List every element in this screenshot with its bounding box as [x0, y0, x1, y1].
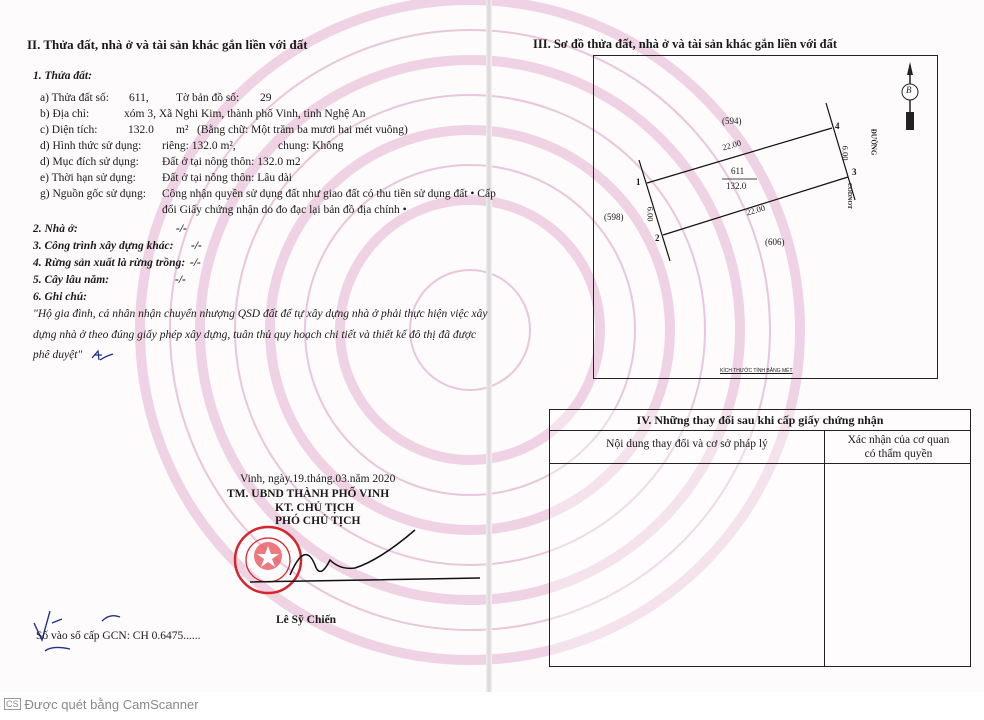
land-heading: 1. Thửa đất: — [33, 70, 92, 82]
origin-value-line1: Công nhận quyền sử dụng đất như giao đất có thu tiền sử dụng đất • Cấp — [162, 188, 496, 200]
planted-forest-value: -/- — [190, 257, 201, 269]
area-label: c) Diện tích: — [40, 124, 98, 136]
camscanner-text: Được quét bằng CamScanner — [24, 697, 199, 712]
area-value: 132.0 — [128, 124, 154, 136]
point-3: 3 — [852, 167, 857, 177]
area-in-words: (Bằng chữ: Một trăm ba mươi hai mét vuông) — [197, 124, 408, 136]
road-name: CODNOT — [846, 182, 853, 210]
edge-left-length: 6.00 — [645, 206, 656, 222]
usage-purpose-value: Đất ở tại nông thôn: 132.0 m2 — [162, 156, 301, 168]
signer-name: Lê Sỹ Chiến — [276, 614, 337, 626]
section-ii-title: II. Thửa đất, nhà ở và tài sản khác gắn liền với đất — [27, 37, 308, 52]
perennial-trees-value: -/- — [175, 274, 186, 286]
vice-chairman: PHÓ CHỦ TỊCH — [275, 515, 361, 527]
usage-form-shared: chung: Không — [278, 140, 344, 152]
camscanner-watermark — [4, 697, 199, 712]
usage-term-value: Đất ở tại nông thôn: Lâu dài — [162, 172, 292, 184]
parcel-number-value: 611, — [129, 92, 149, 104]
registration-number: Số vào sổ cấp GCN: CH 0.6475...... — [36, 630, 201, 642]
other-construction-value: -/- — [191, 240, 202, 252]
road-label: ĐƯỜNG — [869, 128, 878, 156]
parcel-number-label: a) Thửa đất số: — [40, 92, 109, 104]
area-unit: m² — [176, 124, 189, 136]
edge-bottom-length: 22.00 — [744, 202, 767, 218]
changes-table — [549, 409, 971, 667]
scale-note: KÍCH THƯỚC TÍNH BẰNG MÉT — [720, 368, 793, 374]
parcel-number: 611 — [731, 166, 745, 176]
col-authority-line1: Xác nhận của cơ quan — [847, 434, 950, 446]
usage-purpose-label: d) Mục đích sử dụng: — [40, 156, 139, 168]
other-construction-label: 3. Công trình xây dựng khác: — [33, 240, 174, 252]
note-line3: phê duyệt" — [33, 349, 83, 361]
note-heading: 6. Ghi chú: — [33, 291, 87, 303]
point-2: 2 — [655, 233, 660, 243]
note-line1: "Hộ gia đình, cá nhân nhận chuyển nhượng QSD đất để tự xây dựng nhà ở phải thực hiện việc xây — [33, 308, 488, 320]
map-sheet-label: Tờ bản đồ số: — [176, 92, 240, 104]
planted-forest-label: 4. Rừng sản xuất là rừng trồng: — [33, 257, 186, 269]
edge-top-length: 22.00 — [720, 137, 743, 153]
section-iii-title: III. Sơ đồ thửa đất, nhà ở và tài sản khác gắn liền với đất — [533, 37, 838, 51]
neighbor-south: (606) — [765, 237, 785, 247]
col-change-content: Nội dung thay đổi và cơ sở pháp lý — [606, 438, 768, 450]
changes-table-title: IV. Những thay đổi sau khi cấp giấy chứng nhận — [550, 410, 970, 431]
usage-term-label: e) Thời hạn sử dụng: — [40, 172, 136, 184]
origin-label: g) Nguồn gốc sử dụng: — [40, 188, 146, 200]
signing-date: Vinh, ngày.19.tháng.03.năm 2020 — [240, 473, 396, 485]
compass-letter: B — [906, 85, 912, 95]
neighbor-west: (598) — [604, 212, 624, 222]
issuing-org: TM. UBND THÀNH PHỐ VINH — [227, 488, 390, 500]
origin-value-line2: đổi Giấy chứng nhận do đo đạc lại bản đồ địa chính • — [162, 204, 407, 216]
on-behalf-chairman: KT. CHỦ TỊCH — [275, 502, 355, 514]
neighbor-north: (594) — [722, 116, 742, 126]
map-sheet-value: 29 — [260, 92, 272, 104]
usage-form-label: d) Hình thức sử dụng: — [40, 140, 142, 152]
column-divider — [824, 431, 825, 667]
col-authority-line2: có thẩm quyền — [864, 448, 933, 460]
note-line2: dựng nhà ở theo đúng giấy phép xây dựng, tuân thủ quy hoạch chi tiết và thiết kế đô thị đã được — [33, 329, 477, 341]
usage-form-private: riêng: 132.0 m², — [162, 140, 236, 152]
compass-icon — [902, 62, 918, 130]
perennial-trees-label: 5. Cây lâu năm: — [33, 274, 110, 286]
point-1: 1 — [636, 177, 641, 187]
edge-right-length: 6.00 — [840, 145, 851, 161]
parcel-area: 132.0 — [726, 181, 747, 191]
camscanner-icon: CS — [6, 699, 19, 709]
house-label: 2. Nhà ở: — [33, 223, 78, 235]
address-value: xóm 3, Xã Nghi Kim, thành phố Vinh, tỉnh Nghệ An — [124, 108, 366, 120]
house-value: -/- — [176, 223, 187, 235]
point-4: 4 — [835, 121, 840, 131]
address-label: b) Địa chỉ: — [40, 108, 90, 120]
